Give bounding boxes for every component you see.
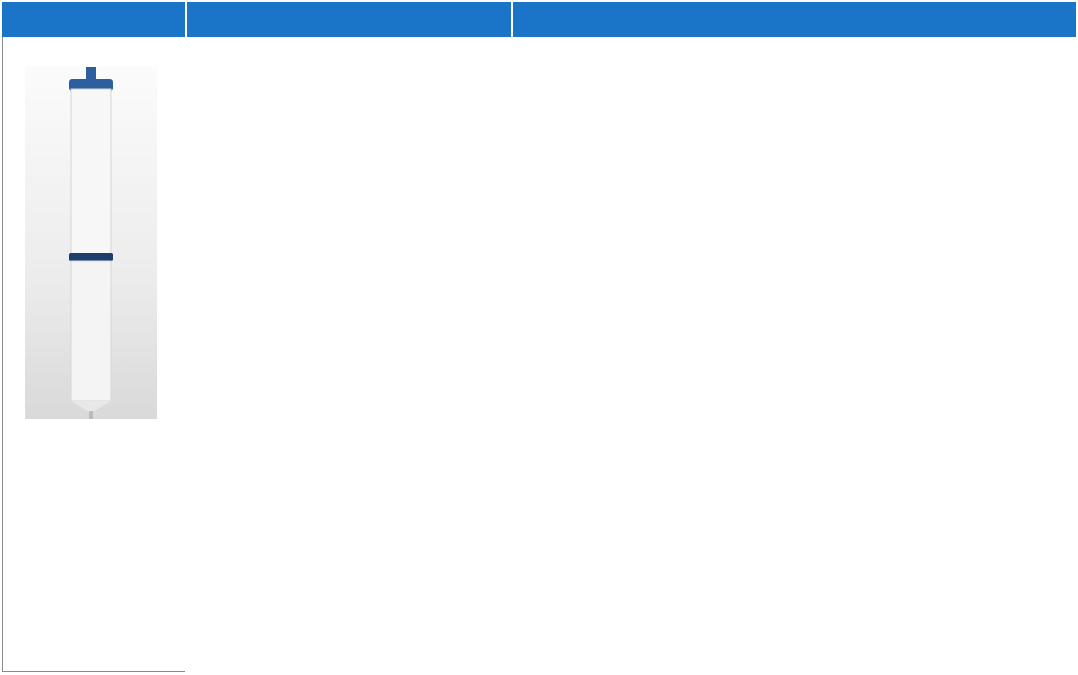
product-photo (25, 67, 157, 419)
header-product-name (513, 2, 1076, 37)
product-image-cell (2, 37, 185, 672)
header-specifications (187, 2, 511, 37)
header-products (2, 2, 185, 37)
coalescer-cartridge-icon (25, 67, 157, 419)
spec-table (2, 2, 1076, 672)
